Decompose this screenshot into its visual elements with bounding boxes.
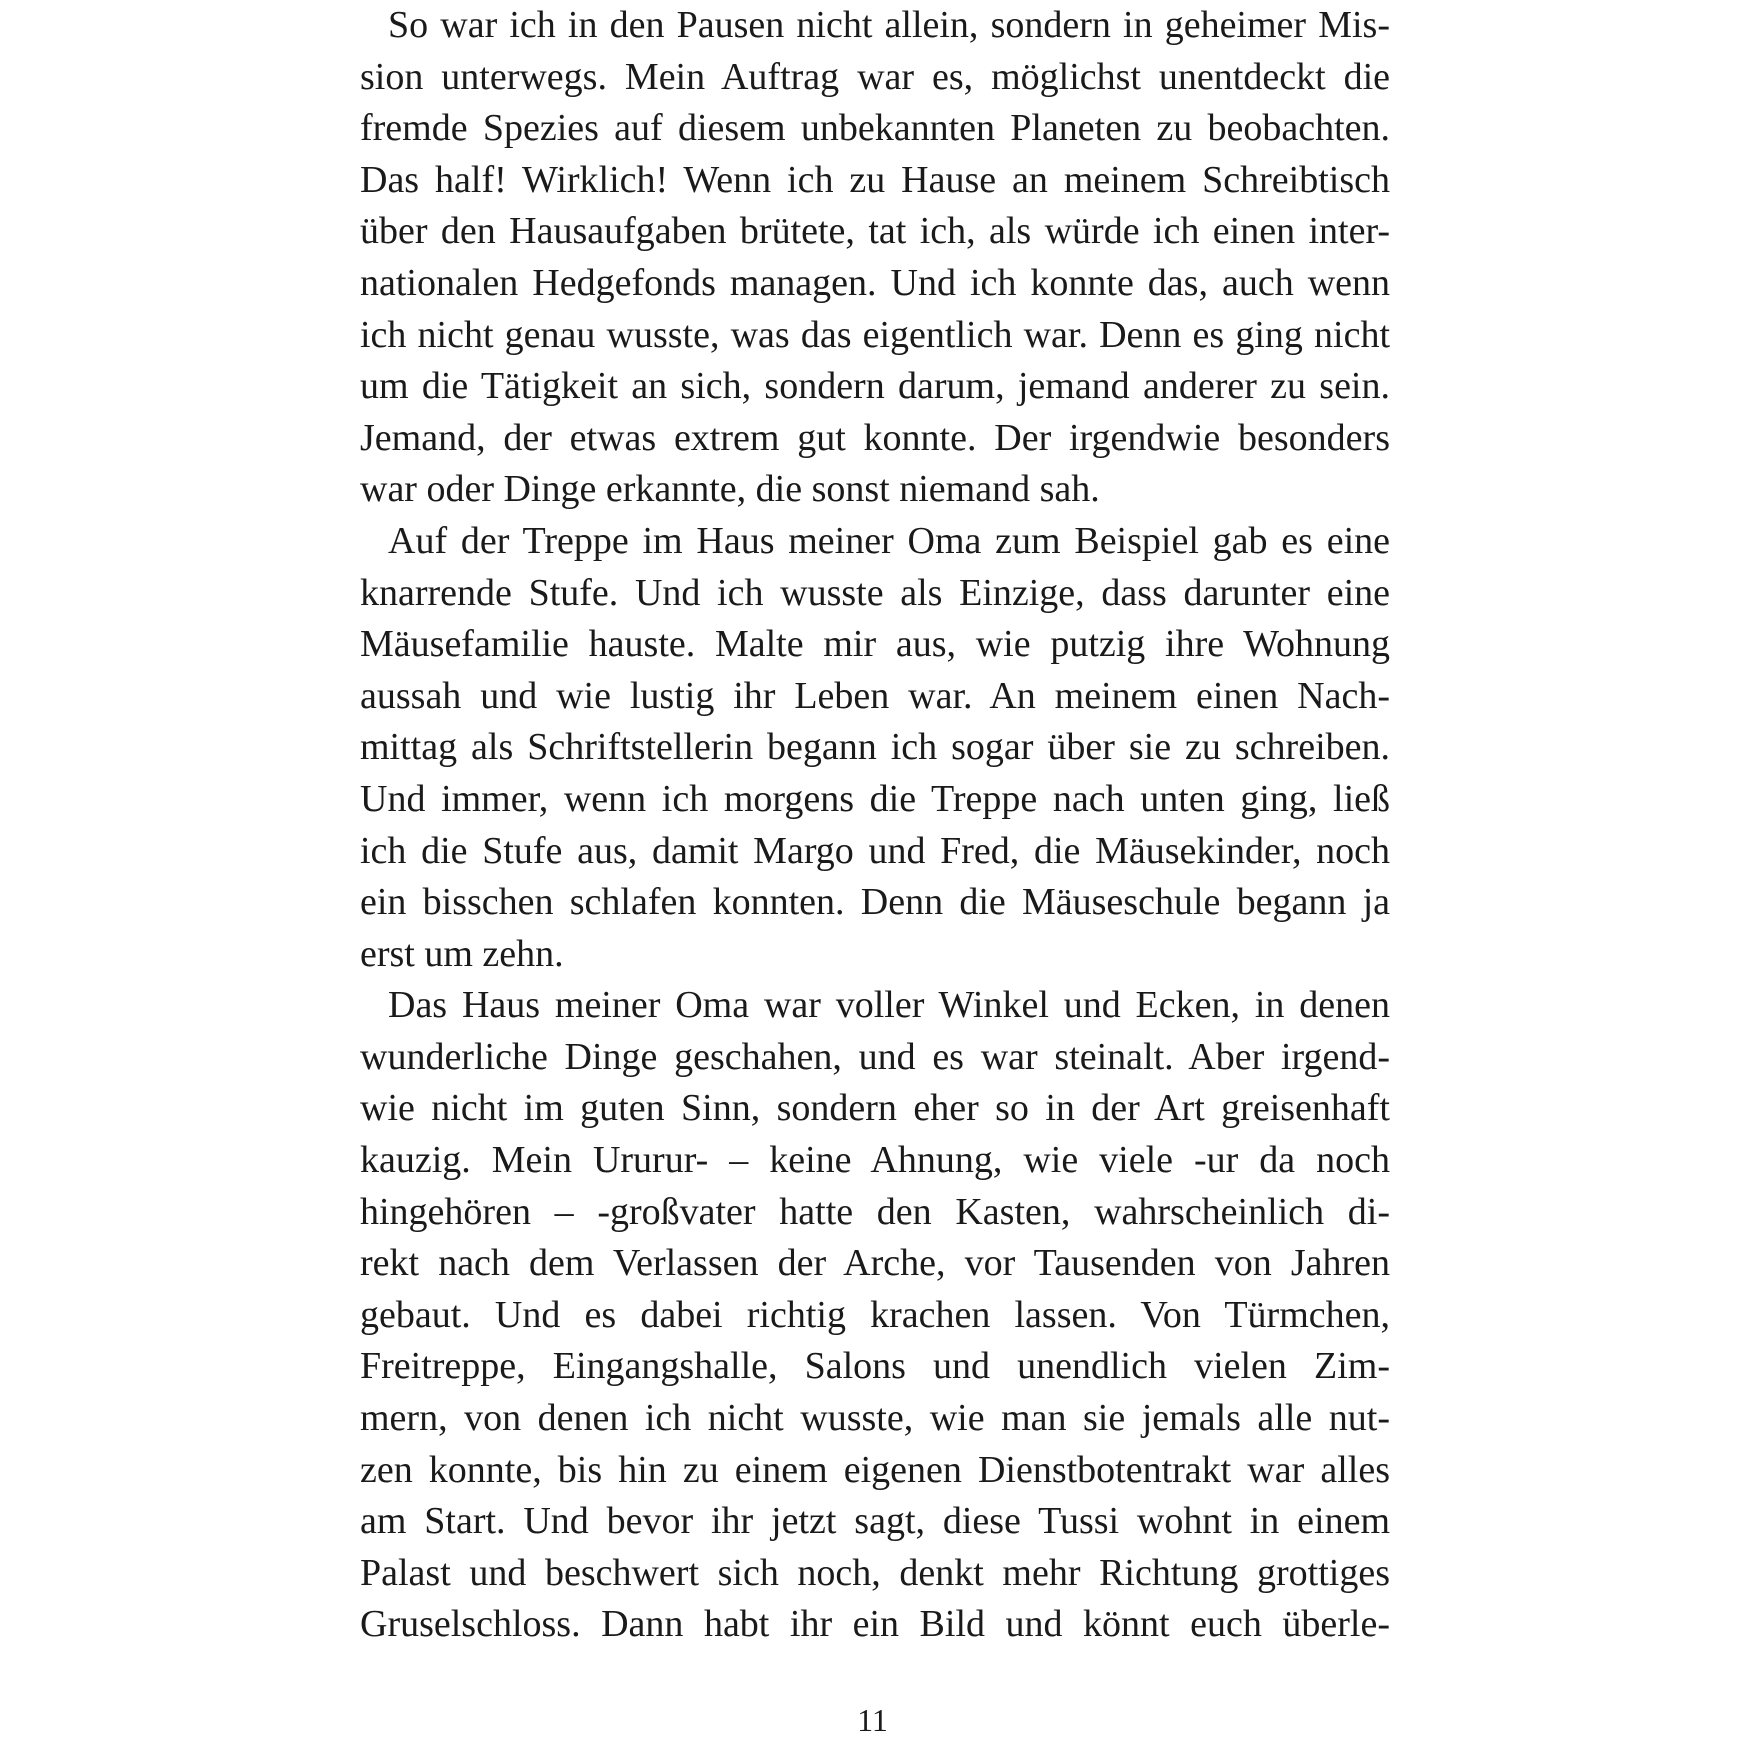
text-line: um die Tätigkeit an sich, sondern darum, jemand anderer zu sein. [360,365,1390,408]
text-line: wie nicht im guten Sinn, sondern eher so in der Art greisenhaft [360,1087,1390,1130]
text-line: mittag als Schriftstellerin begann ich sogar über sie zu schreiben. [360,726,1390,769]
text-line: gebaut. Und es dabei richtig krachen lassen. Von Türmchen, [360,1293,1390,1336]
text-line: ich die Stufe aus, damit Margo und Fred, die Mäusekinder, noch [360,829,1390,872]
text-line: Freitreppe, Eingangshalle, Salons und unendlich vielen Zim- [360,1345,1390,1388]
text-line: Das Haus meiner Oma war voller Winkel und Ecken, in denen [388,984,1390,1027]
body-text [360,0,1390,1651]
text-line: rekt nach dem Verlassen der Arche, vor Tausenden von Jahren [360,1242,1390,1285]
text-line: wunderliche Dinge geschahen, und es war steinalt. Aber irgend- [360,1035,1390,1078]
text-line: Palast und beschwert sich noch, denkt mehr Richtung grottiges [360,1551,1390,1594]
page-number: 11 [857,1702,888,1738]
text-line: nationalen Hedgefonds managen. Und ich konnte das, auch wenn [360,261,1390,304]
text-line: über den Hausaufgaben brütete, tat ich, als würde ich einen inter- [360,210,1390,253]
text-line: kauzig. Mein Ururur- – keine Ahnung, wie viele -ur da noch [360,1139,1390,1182]
text-line: knarrende Stufe. Und ich wusste als Einzige, dass darunter eine [360,571,1390,614]
text-line: Und immer, wenn ich morgens die Treppe nach unten ging, ließ [360,777,1390,820]
text-line: Das half! Wirklich! Wenn ich zu Hause an meinem Schreibtisch [360,158,1390,201]
text-line: Jemand, der etwas extrem gut konnte. Der irgendwie besonders [360,416,1390,459]
text-line: hingehören – -großvater hatte den Kasten, wahrscheinlich di- [360,1190,1390,1233]
text-line: zen konnte, bis hin zu einem eigenen Dienstbotentrakt war alles [360,1448,1390,1491]
text-line: Gruselschloss. Dann habt ihr ein Bild und könnt euch überle- [360,1603,1390,1646]
text-line: Auf der Treppe im Haus meiner Oma zum Beispiel gab es eine [388,519,1390,562]
text-line: mern, von denen ich nicht wusste, wie man sie jemals alle nut- [360,1397,1390,1440]
text-line: am Start. Und bevor ihr jetzt sagt, diese Tussi wohnt in einem [360,1500,1390,1543]
text-line: Mäusefamilie hauste. Malte mir aus, wie putzig ihre Wohnung [360,623,1390,666]
text-line: So war ich in den Pausen nicht allein, sondern in geheimer Mis- [388,4,1390,46]
text-line: fremde Spezies auf diesem unbekannten Planeten zu beobachten. [360,107,1390,150]
text-line: ich nicht genau wusste, was das eigentlich war. Denn es ging nicht [360,313,1390,356]
text-line: sion unterwegs. Mein Auftrag war es, möglichst unentdeckt die [360,55,1390,98]
text-line: ein bisschen schlafen konnten. Denn die Mäuseschule begann ja [360,881,1390,924]
text-line: war oder Dinge erkannte, die sonst niemand sah. [360,468,1100,511]
text-line: aussah und wie lustig ihr Leben war. An meinem einen Nach- [360,674,1390,717]
text-line: erst um zehn. [360,932,564,975]
